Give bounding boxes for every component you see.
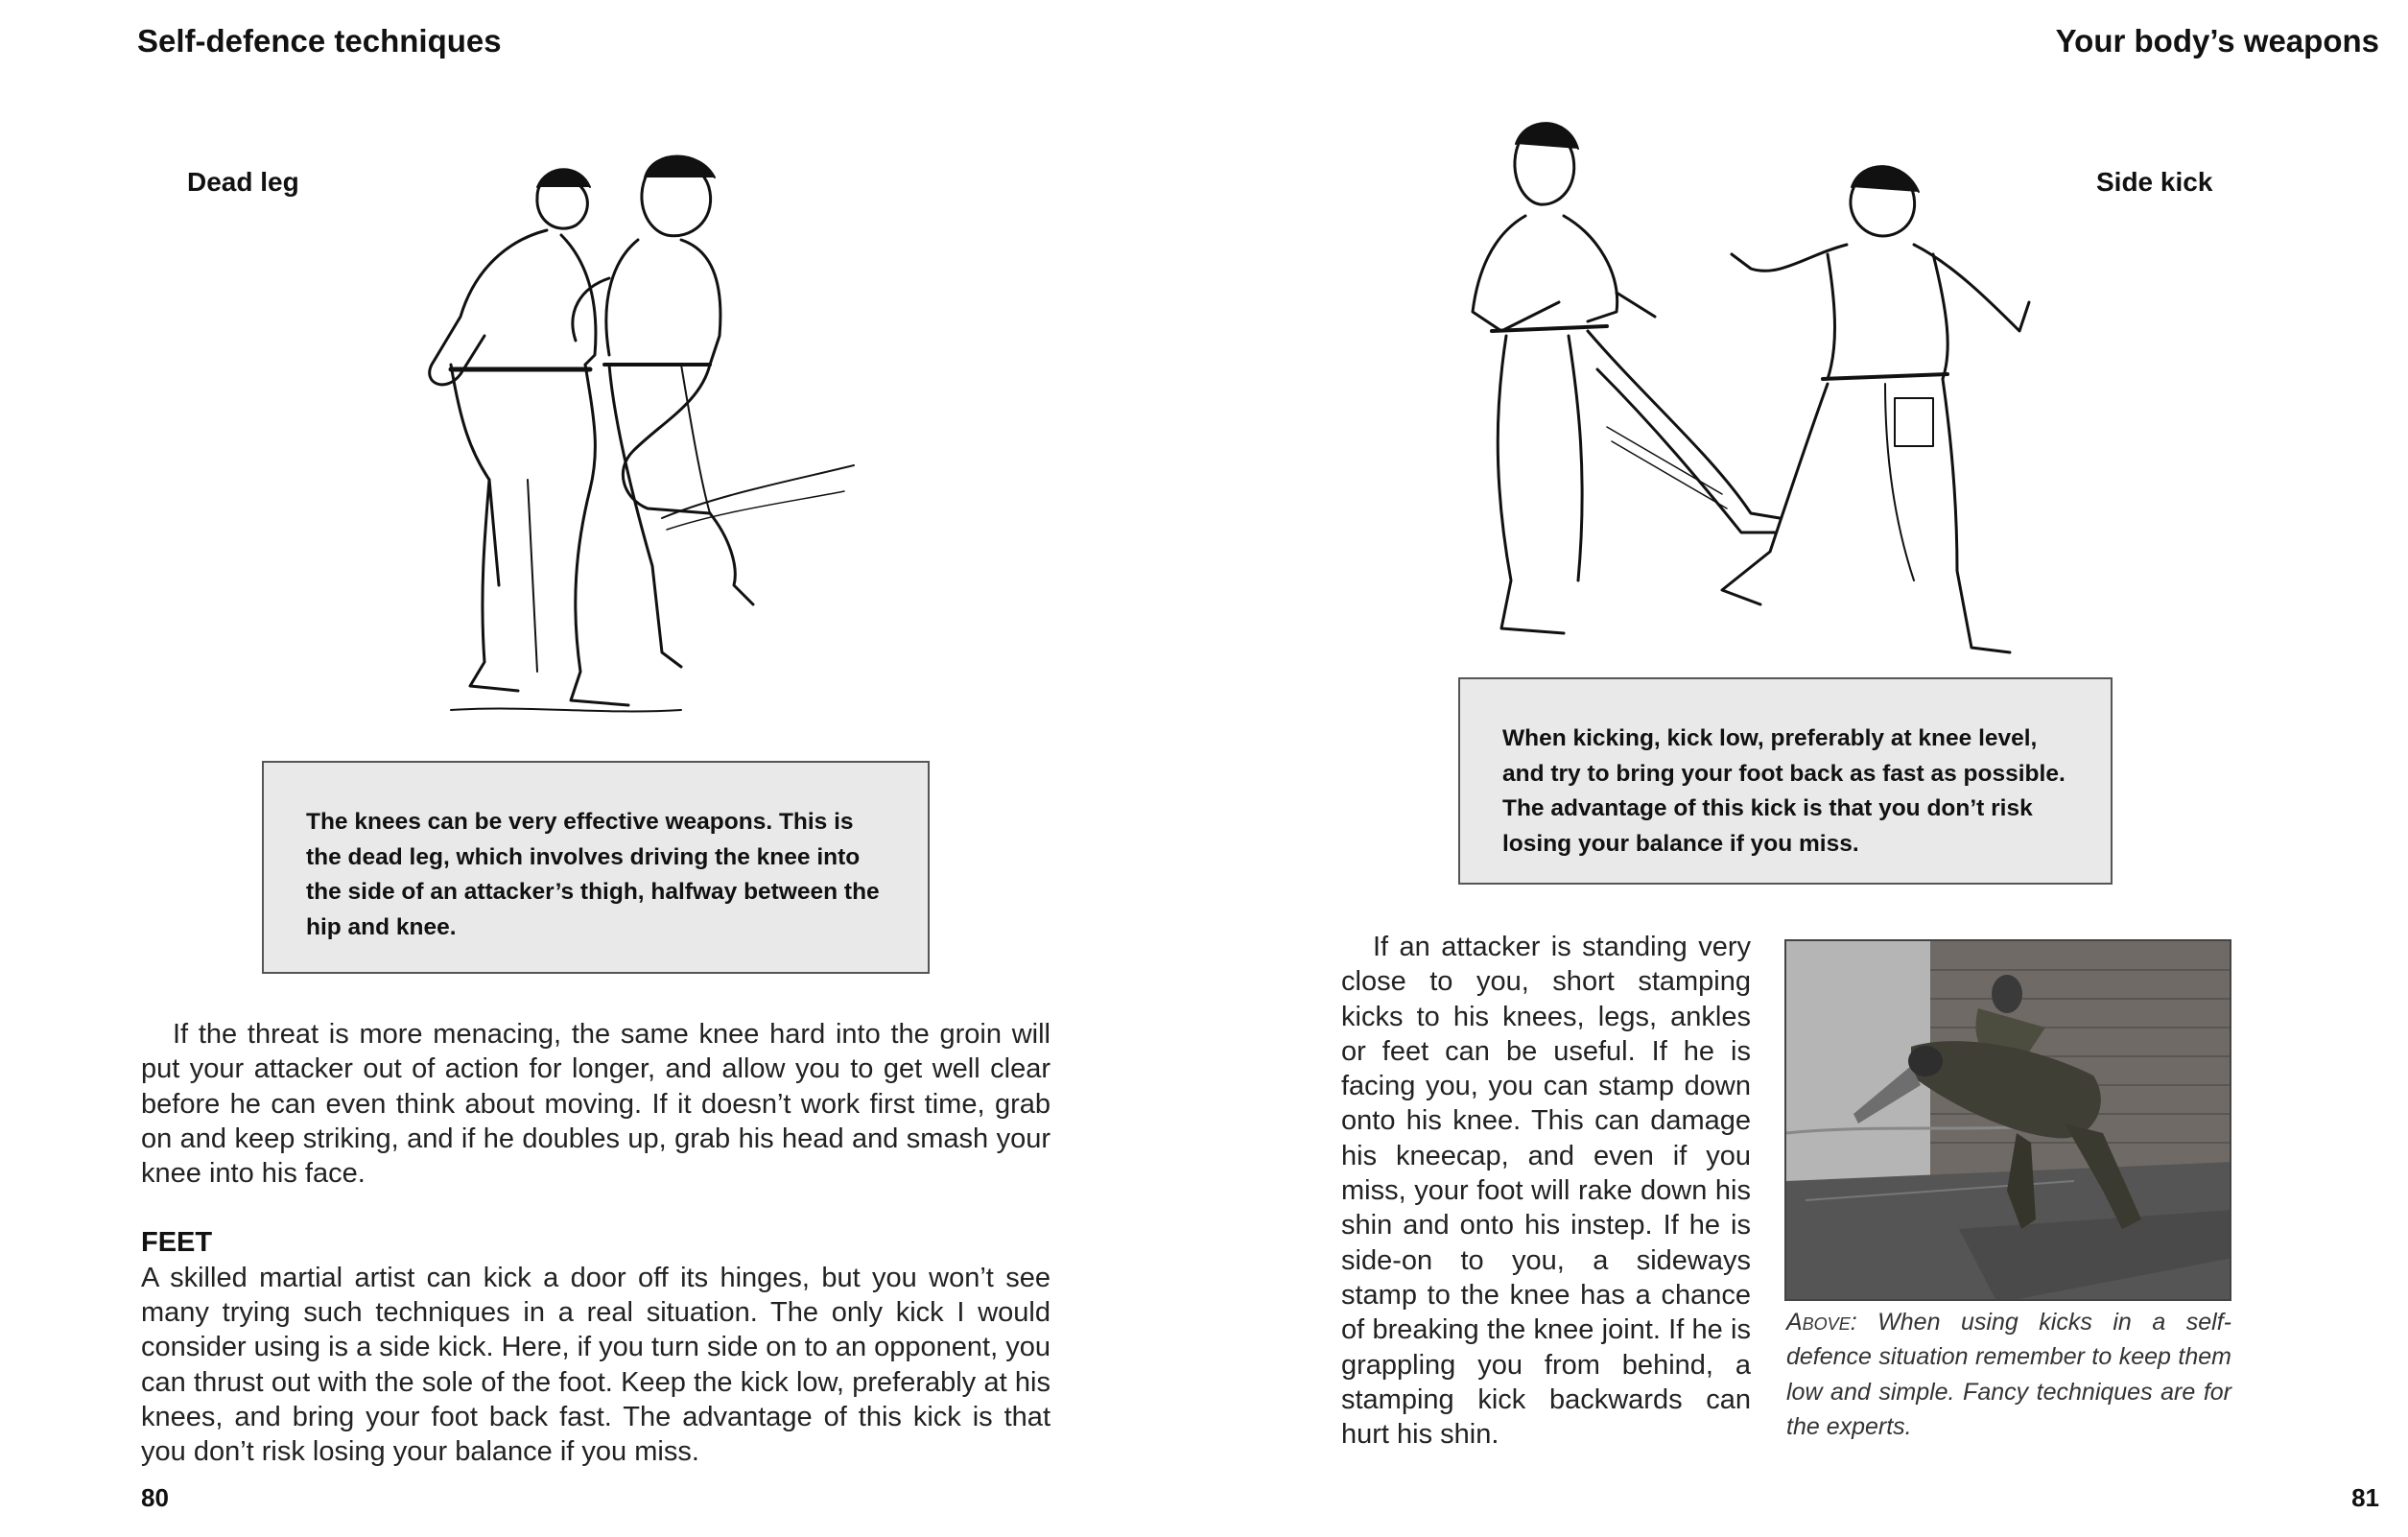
right-page (1204, 0, 2408, 1537)
kick-photo-image (1786, 941, 2231, 1301)
side-kick-illustration (1434, 110, 2067, 724)
callout-dead-leg-text: The knees can be very effective weapons. This is the dead leg, which involves driving the knee into the side of an attacker’s thigh, halfway between the hip and knee. (306, 809, 880, 940)
callout-side-kick (1458, 677, 2113, 885)
paragraph-feet: A skilled martial artist can kick a door off its hinges, but you won’t see many trying such techniques in a real situation. The only kick I would consider using is a side kick. Here, if you turn side on to an opponent, you can thrust out with the sole of the foot. Keep the kick low, preferably at his knees, and bring your foot back fast. The advantage of this kick is that you don’t risk losing your balance if you miss. (141, 1262, 1051, 1468)
figure-label-dead-leg: Dead leg (187, 167, 299, 197)
callout-dead-leg (262, 761, 930, 974)
left-body-text (141, 1017, 1051, 1470)
paragraph-stamping-kicks: If an attacker is standing very close to you, short stamping kicks to his knees, legs, ankles or feet can be useful. If he is facing you, you can stamp down onto his knee. This can damage his kneecap, and even if you miss, your foot will rake down his shin and onto his instep. If he is side-on to you, a sideways stamp to the knee has a chance of breaking the knee joint. If he is grappling you from behind, a stamping kick backwards can hurt his shin. (1341, 932, 1751, 1451)
kick-photo (1784, 939, 2231, 1301)
caption-text: When using kicks in a self-defence situation remember to keep them low and simple. Fancy techniques are for the experts. (1786, 1309, 2231, 1440)
figure-label-side-kick: Side kick (2096, 167, 2213, 197)
page-number-right: 81 (2351, 1483, 2379, 1512)
paragraph-threat-menacing: If the threat is more menacing, the same knee hard into the groin will put your attacker out of action for longer, and allow you to get well clear before he can even think about moving. If it doesn’t work first time, grab on and keep striking, and if he doubles up, grab his head and smash your knee into his face. (141, 1019, 1051, 1190)
caption-lead: Above: (1786, 1309, 1857, 1336)
photo-caption (1786, 1305, 2231, 1444)
page-number-left: 80 (141, 1483, 169, 1512)
running-head-left: Self-defence techniques (137, 23, 502, 59)
right-body-text (1341, 930, 1751, 1452)
callout-side-kick-text: When kicking, kick low, preferably at knee level, and try to bring your foot back as fast as possible. The advantage of this kick is that you don’t risk losing your balance if you miss. (1502, 725, 2066, 857)
section-heading-feet: FEET (141, 1227, 213, 1259)
running-head-right: Your body’s weapons (2055, 23, 2379, 59)
dead-leg-illustration (393, 134, 873, 768)
